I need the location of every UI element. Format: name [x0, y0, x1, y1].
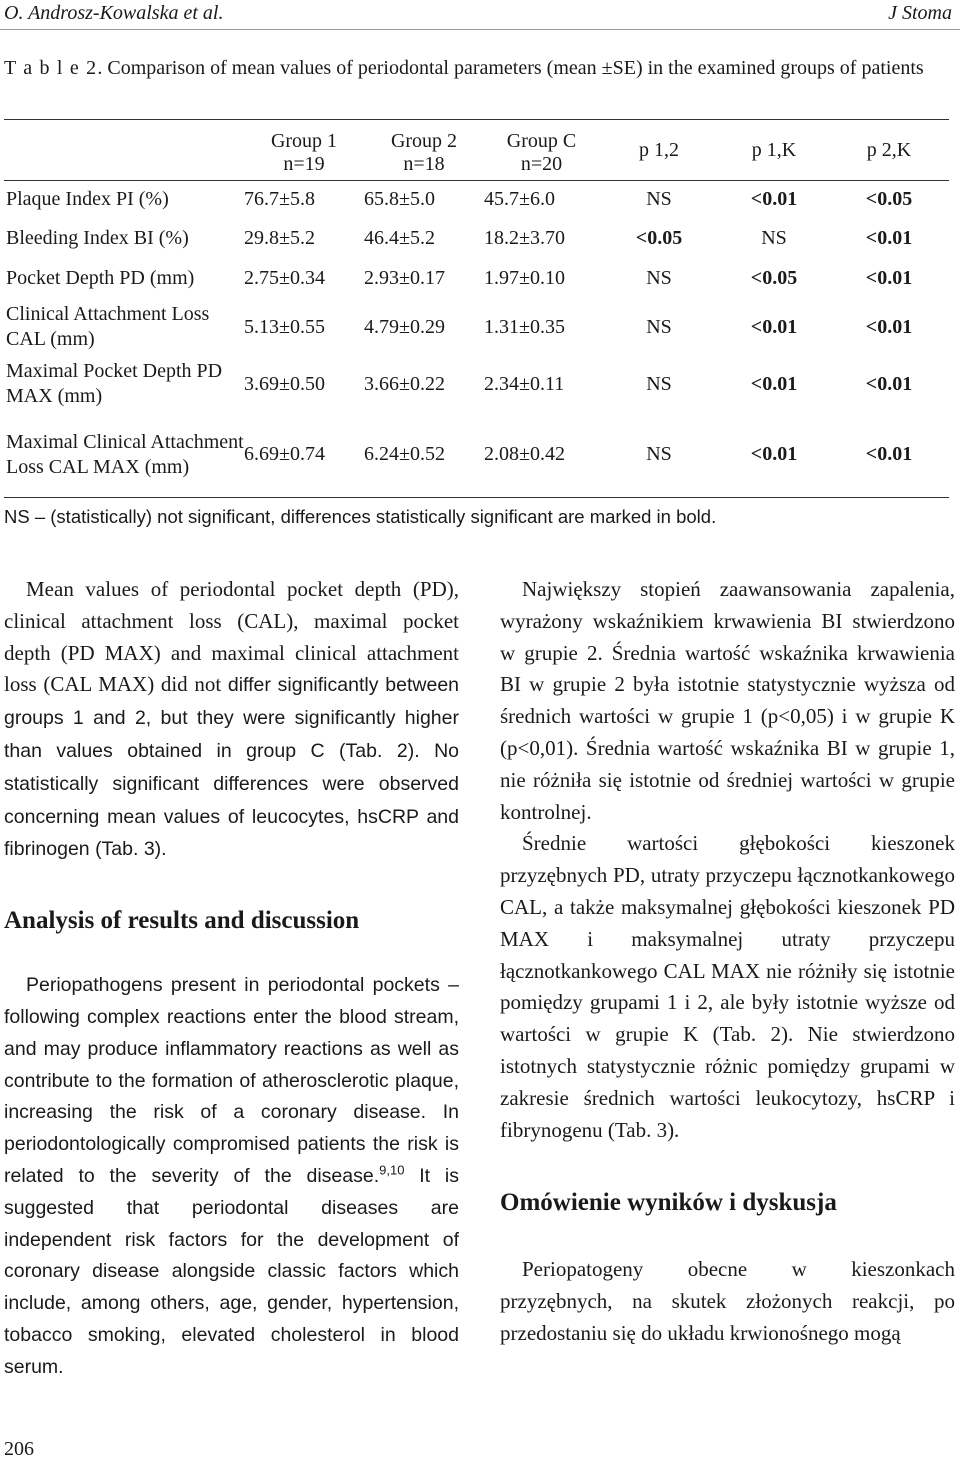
- cell-p2k: <0.01: [865, 226, 913, 249]
- cell-p2k: <0.01: [829, 413, 949, 498]
- cell-p12: NS: [646, 372, 672, 395]
- row-label: Maximal Clinical Attachment Loss CAL MAX (mm): [4, 413, 244, 498]
- english-column: [4, 574, 459, 1384]
- table-caption: [4, 54, 949, 82]
- cell-p2k: <0.05: [829, 181, 949, 219]
- table-row: [4, 413, 949, 498]
- cell-p1k: <0.01: [750, 372, 798, 395]
- cell-p12: NS: [646, 315, 672, 338]
- cell-group-2: 3.66±0.22: [364, 372, 445, 395]
- table-row: [4, 181, 949, 219]
- cell-group-c: 18.2±3.70: [484, 226, 565, 249]
- header-p2k: p 2,K: [829, 120, 949, 181]
- header-group-c: Group C n=20: [484, 120, 599, 181]
- cell-p12: NS: [599, 181, 719, 219]
- header-p12: p 1,2: [599, 120, 719, 181]
- cell-group-1: 29.8±5.2: [244, 226, 315, 249]
- section-heading-polish: Omówienie wyników i dyskusja: [500, 1189, 837, 1217]
- cell-group-2: 46.4±5.2: [364, 226, 435, 249]
- citation-superscript: 9,10: [379, 1162, 405, 1178]
- row-label: Clinical Attachment Loss CAL (mm): [6, 303, 210, 350]
- cell-group-2: 6.24±0.52: [364, 413, 484, 498]
- cell-group-1: 3.69±0.50: [244, 372, 325, 395]
- table-header-row: [4, 120, 949, 181]
- cell-group-2: 2.93±0.17: [364, 266, 445, 289]
- cell-p1k: NS: [761, 226, 787, 249]
- cell-group-c: 2.08±0.42: [484, 413, 599, 498]
- wyniki-paragraph-2: Średnie wartości głębokości kieszonek przyzębnych PD, utraty przyczepu łącznotkankowego CAL, a także maksymalnej głębokości kieszonek PD MAX i maksymalnej utraty przyczepu łącznotkankowego CAL MAX nie różniły się istotnie pomiędzy grupami 1 i 2, ale były istotnie wyższe od wartości w grupie K (Tab. 2). Nie stwierdzono istotnych statystycznie różnic pomiędzy grupami w zakresie średnich wartości leukocytozy, hsCRP i fibrynogenu (Tab. 3).: [500, 831, 955, 1142]
- cell-p12: NS: [599, 413, 719, 498]
- row-label: Maximal Pocket Depth PD MAX (mm): [6, 360, 223, 407]
- table-row: [4, 219, 949, 258]
- discussion-paragraph: Periopathogens present in periodontal pockets – following complex reactions enter the blood stream, and may produce inflammatory reactions as well as contribute to the formation of atherosclerotic plaque, increasing the risk of a coronary disease. In periodontologically compromised patients the risk is related to the severity of the disease.$^{9,10}$ It is suggested that periodontal diseases are independent risk factors for the development of coronary disease alongside classic factors which include, among others, age, gender, hypertension, tobacco smoking, elevated cholesterol in blood serum.: [4, 974, 459, 1378]
- cell-p12: <0.05: [635, 226, 683, 249]
- row-label: Bleeding Index BI (%): [6, 226, 189, 249]
- wyniki-paragraph-1: Największy stopień zaawansowania zapalenia, wyrażony wskaźnikiem krwawienia BI stwierdzono w grupie 2. Średnia wartość wskaźnika krwawienia BI w grupie 2 była istotnie statystycznie wyższa od średnich wartości w grupie 1 (p<0,05) i w grupie K (p<0,01). Średnia wartość wskaźnika BI w grupie 1, nie różniła się istotnie od średniej wartości w grupie kontrolnej.: [500, 577, 955, 824]
- cell-p1k: <0.05: [750, 266, 798, 289]
- running-header: [4, 2, 952, 28]
- cell-group-2: 65.8±5.0: [364, 181, 484, 219]
- cell-p2k: <0.01: [865, 266, 913, 289]
- header-journal: J Stoma: [888, 2, 952, 24]
- cell-group-c: 2.34±0.11: [484, 372, 565, 395]
- cell-p1k: <0.01: [719, 413, 829, 498]
- header-empty-cell: [4, 120, 244, 181]
- table-footnote: NS – (statistically) not significant, differences statistically significant are marked in bold.: [4, 506, 717, 527]
- results-paragraph: Mean values of periodontal pocket depth (PD), clinical attachment loss (CAL), maximal pocket depth (PD MAX) and maximal clinical attachment loss (CAL MAX) did not differ significantly between groups 1 and 2, but they were significantly higher than values obtained in group C (Tab. 2). No statistically significant differences were observed concerning mean values of leucocytes, hsCRP and fibrinogen (Tab. 3).: [4, 577, 460, 861]
- row-label: Plaque Index PI (%): [4, 181, 244, 219]
- cell-group-1: 2.75±0.34: [244, 266, 325, 289]
- cell-group-c: 1.97±0.10: [484, 266, 565, 289]
- header-rule: [0, 29, 960, 30]
- cell-p2k: <0.01: [865, 315, 913, 338]
- parameters-table: [4, 119, 949, 498]
- section-heading-english: Analysis of results and discussion: [4, 907, 360, 935]
- header-p1k: p 1,K: [719, 120, 829, 181]
- polish-column: [500, 574, 955, 1350]
- cell-group-1: 76.7±5.8: [244, 181, 364, 219]
- table-row: [4, 258, 949, 299]
- cell-p1k: <0.01: [719, 181, 829, 219]
- cell-p12: NS: [646, 266, 672, 289]
- table-row: [4, 299, 949, 356]
- cell-group-c: 1.31±0.35: [484, 315, 565, 338]
- page-number: 206: [4, 1438, 34, 1460]
- row-label: Pocket Depth PD (mm): [6, 266, 195, 289]
- cell-group-1: 6.69±0.74: [244, 413, 364, 498]
- table-caption-text: . Comparison of mean values of periodontal parameters (mean ±SE) in the examined groups of patients: [97, 57, 924, 79]
- header-authors: O. Androsz-Kowalska et al.: [4, 2, 224, 24]
- table-row: [4, 356, 949, 413]
- table-label: T a b l e 2: [4, 57, 98, 79]
- cell-group-2: 4.79±0.29: [364, 315, 445, 338]
- header-group-2: Group 2 n=18: [364, 120, 484, 181]
- cell-p1k: <0.01: [750, 315, 798, 338]
- cell-group-1: 5.13±0.55: [244, 315, 325, 338]
- cell-p2k: <0.01: [865, 372, 913, 395]
- header-group-1: Group 1 n=19: [244, 120, 364, 181]
- cell-group-c: 45.7±6.0: [484, 181, 599, 219]
- dyskusja-paragraph: Periopatogeny obecne w kieszonkach przyzębnych, na skutek złożonych reakcji, po przedostaniu się do układu krwionośnego mogą: [500, 1257, 955, 1345]
